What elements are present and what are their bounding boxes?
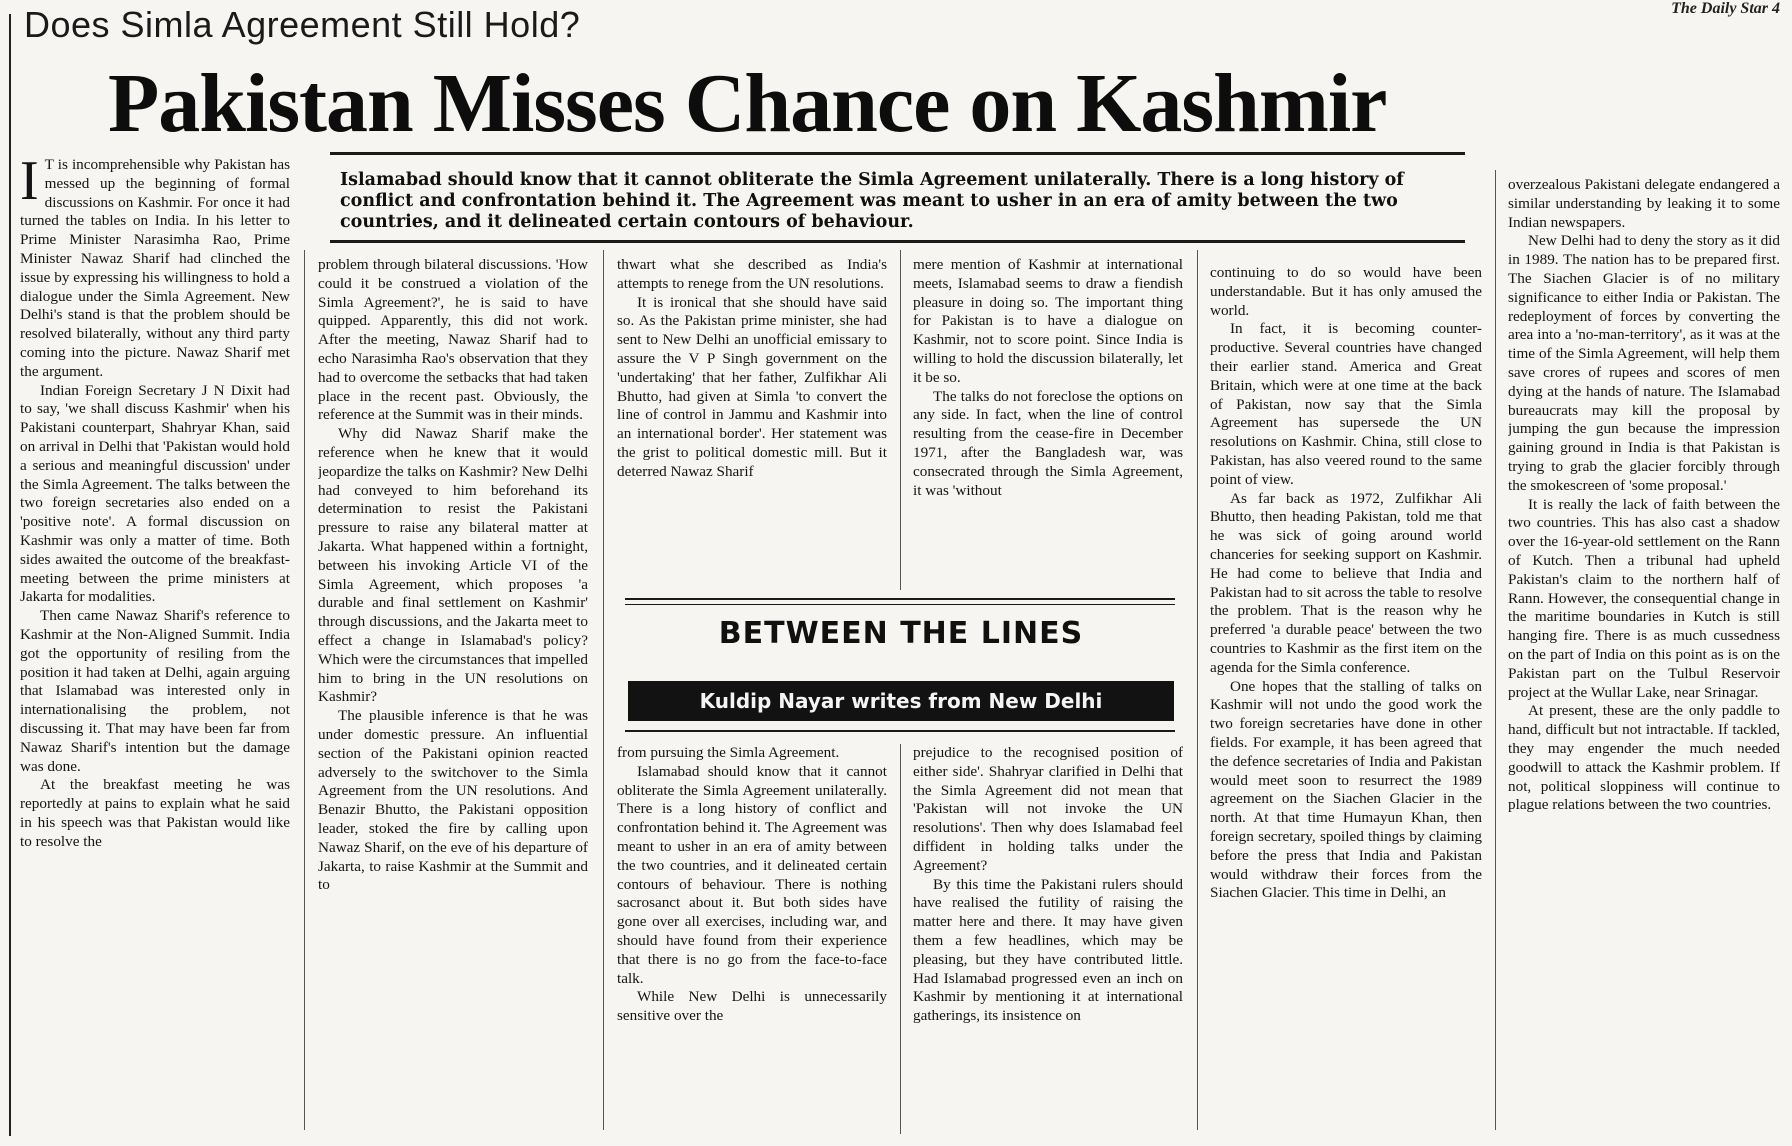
page-left-rule [9,14,11,1136]
column-4-top [913,256,1183,586]
paragraph: Islamabad should know that it cannot obliterate the Simla Agreement unilaterally. There is a long history of conflict and confrontation behind it. The Agreement was meant to usher in an era of amity between the two countries, and it delineated certain contours of behaviour. There is nothing sacrosanct about it. But both sides have gone over all exercises, including war, and should have found from their experience that there is no go from the face-to-face talk. [617,762,887,987]
box-rule-top-2 [625,604,1175,605]
column-5 [1210,264,1482,1136]
column-3-top [617,256,887,586]
paragraph: thwart what she described as India's attempts to renege from the UN resolutions. [617,256,887,292]
column-4-bottom [913,744,1183,1136]
deck-rule-top [330,152,1465,155]
paragraph: The talks do not foreclose the options on any side. In fact, when the line of control resulting from the cease-fire in December 1971, after the Bangladesh war, was consecrated through the Simla Agreement, it was 'without [913,387,1183,499]
column-rule [304,250,305,1130]
paragraph: One hopes that the stalling of talks on Kashmir will not undo the good work the two foreign secretaries have done in other fields. For example, it has been agreed that the defence secretaries of India and Pakistan would meet soon to resurrect the 1989 agreement on the Siachen Glacier in the north. At that time Humayun Khan, then foreign secretary, spoiled things by claiming before the press that India and Pakistan would withdraw their forces from the Siachen Glacier. This time in Delhi, an [1210,677,1482,902]
column-6 [1508,176,1780,1136]
column-rule [1495,170,1496,1130]
paragraph: While New Delhi is unnecessarily sensitive over the [617,988,887,1025]
column-3-bottom [617,744,887,1136]
column-title: BETWEEN THE LINES [718,616,1084,651]
kicker-title: Does Simla Agreement Still Hold? [24,4,581,45]
column-2 [318,256,588,1136]
box-rule-bottom [625,730,1175,732]
masthead: The Daily Star 4 [1671,0,1780,17]
paragraph: Then came Nawaz Sharif's reference to Kashmir at the Non-Aligned Summit. India got the opportunity of resiling from the position it had taken at Delhi, again arguing that Islamabad was interested only in internationalising the problem, not discussing it. That may have been far from Nawaz Sharif's intention but the damage was done. [20,607,290,775]
byline: Kuldip Nayar writes from New Delhi [628,681,1174,721]
paragraph: At present, these are the only paddle to hand, difficult but not intractable. If tackled, they may engender the much needed goodwill to attack the Kashmir problem. If not, political sloppiness will continue to plague relations between the two countries. [1508,702,1780,814]
column-rule [1197,250,1198,1130]
paragraph: By this time the Pakistani rulers should have realised the futility of raising the matter here and there. It may have given them a few headlines, which may be pleasing, but they have contributed little. Had Islamabad progressed even an inch on Kashmir by mentioning it at international gatherings, its insistence on [913,875,1183,1025]
paragraph: problem through bilateral discussions. 'How could it be construed a violation of the Simla Agreement?', he is said to have quipped. Apparently, this did not work. After the meeting, Nawaz Sharif had to echo Narasimha Rao's observation that they had to overcome the setbacks that had taken place in the recent past. Obviously, the reference at the Summit was in their minds. [318,256,588,424]
paragraph: continuing to do so would have been understandable. But it has only amused the world. [1210,264,1482,319]
paragraph: Why did Nawaz Sharif make the reference when he knew that it would jeopardize the talks on Kashmir? New Delhi had conveyed to him beforehand its determination to resist the Pakistani pressure to raise any bilateral matter at Jakarta. What happened within a fortnight, between his invoking Article VI of the Simla Agreement, which proposes 'a durable and final settlement on Kashmir' through discussions, and the Jakarta meet to effect a change in Islamabad's policy? Which were the circumstances that impelled him to bring in the UN resolutions on Kashmir? [318,425,588,706]
column-rule [900,250,901,590]
paragraph: mere mention of Kashmir at international meets, Islamabad seems to draw a fiendish pleasure in doing so. The important thing for Pakistan is to have a dialogue on Kashmir, not to score point. Since India is willing to hold the discussion bilaterally, let it be so. [913,256,1183,386]
paragraph: prejudice to the recognised position of either side'. Shahryar clarified in Delhi that the Simla Agreement did not mean that 'Pakistan will not invoke the UN resolutions'. Then why does Islamabad feel diffident in holding talks under the Agreement? [913,744,1183,874]
box-rule-top [625,598,1175,600]
paragraph: from pursuing the Simla Agreement. [617,744,840,761]
paragraph: overzealous Pakistani delegate endangered a similar understanding by leaking it to some Indian newspapers. [1508,176,1780,231]
headline: Pakistan Misses Chance on Kashmir [108,57,1387,150]
paragraph: Indian Foreign Secretary J N Dixit had to say, 'we shall discuss Kashmir' when his Pakistani counterpart, Shahryar Khan, said on arrival in Delhi that 'Pakistan would hold a serious and meaningful discussion' under the Simla Agreement. The talks between the two foreign secretaries also ended on a 'positive note'. A formal discussion on Kashmir was only a matter of time. Both sides awaited the outcome of the breakfast-meeting between the prime ministers at Jakarta for modalities. [20,381,290,606]
paragraph: It is really the lack of faith between the two countries. This has also cast a shadow over the 16-year-old settlement on the Rann of Kutch. Then a tribunal had upheld Pakistan's claim to the northern half of Rann. However, the consequential change in the maritime boundaries in Kutch is still hanging fire. There is as much cussedness on the part of India on this point as is on the Pakistan part on the Tulbul Reservoir project at the Wullar Lake, near Srinagar. [1508,495,1780,701]
paragraph: New Delhi had to deny the story as it did in 1989. The nation has to be prepared first. The Siachen Glacier is of no military significance to either India or Pakistan. The redeployment of forces by converting the area into a 'no-man-territory', as it was at the time of the Simla Agreement, will help them save crores of rupees and scores of men dying at the hands of nature. The Islamabad bureaucrats may kill the proposal by jumping the gun because the impression gaining ground in India is that Pakistan is trying to grab the glacier forcibly through the smokescreen of 'some proposal.' [1508,232,1780,494]
paragraph: As far back as 1972, Zulfikhar Ali Bhutto, then heading Pakistan, told me that he was sick of going around world chanceries for seeking support on Kashmir. He had come to believe that India and Pakistan had to sit across the table to resolve the problem. That is the reason why he preferred 'a durable peace' between the two countries to Kashmir as the first item on the agenda for the Simla conference. [1210,489,1482,676]
column-rule [900,744,901,1134]
column-1 [20,156,290,1136]
paragraph: At the breakfast meeting he was reportedly at pains to explain what he said in his speech was that Pakistan would like to resolve the [20,776,290,850]
paragraph: It is ironical that she should have said so. As the Pakistan prime minister, she had sent to New Delhi an unofficial emissary to assure the V P Singh government on the 'undertaking' that her father, Zulfikhar Ali Bhutto, had given at Simla 'to convert the line of control in Jammu and Kashmir into an international border'. Her statement was the grist to political domestic mill. But it deterred Nawaz Sharif [617,293,887,480]
paragraph: The plausible inference is that he was under domestic pressure. An influential section of the Pakistani opinion reacted adversely to the switchover to the Simla Agreement from the UN resolutions. And Benazir Bhutto, the Pakistani opposition leader, stoked the fire by calling upon Nawaz Sharif, on the eve of his departure of Jakarta, to raise Kashmir at the Summit and to [318,707,588,894]
column-rule [603,250,604,1130]
deck-rule-bottom [330,240,1465,243]
paragraph: In fact, it is becoming counter-productive. Several countries have changed their earlier stand. America and Great Britain, which were at one time at the back of Pakistan, now say that the Simla Agreement has supersede the UN resolutions on Kashmir. China, still close to Pakistan, has also veered round to the same point of view. [1210,320,1482,488]
deck: Islamabad should know that it cannot obliterate the Simla Agreement unilaterally. There is a long history of conflict and confrontation behind it. The Agreement was meant to usher in an era of amity between the two countries, and it delineated certain contours of behaviour. [340,170,1404,232]
paragraph: IT is incomprehensible why Pakistan has messed up the beginning of formal discussions on Kashmir. For once it had turned the tables on India. In his letter to Prime Minister Narasimha Rao, Prime Minister Nawaz Sharif had clinched the issue by expressing his willingness to hold a dialogue under the Simla Agreement. New Delhi's stand is that the problem should be resolved bilaterally, without any third party coming into the picture. Nawaz Sharif met the argument. [20,156,290,380]
